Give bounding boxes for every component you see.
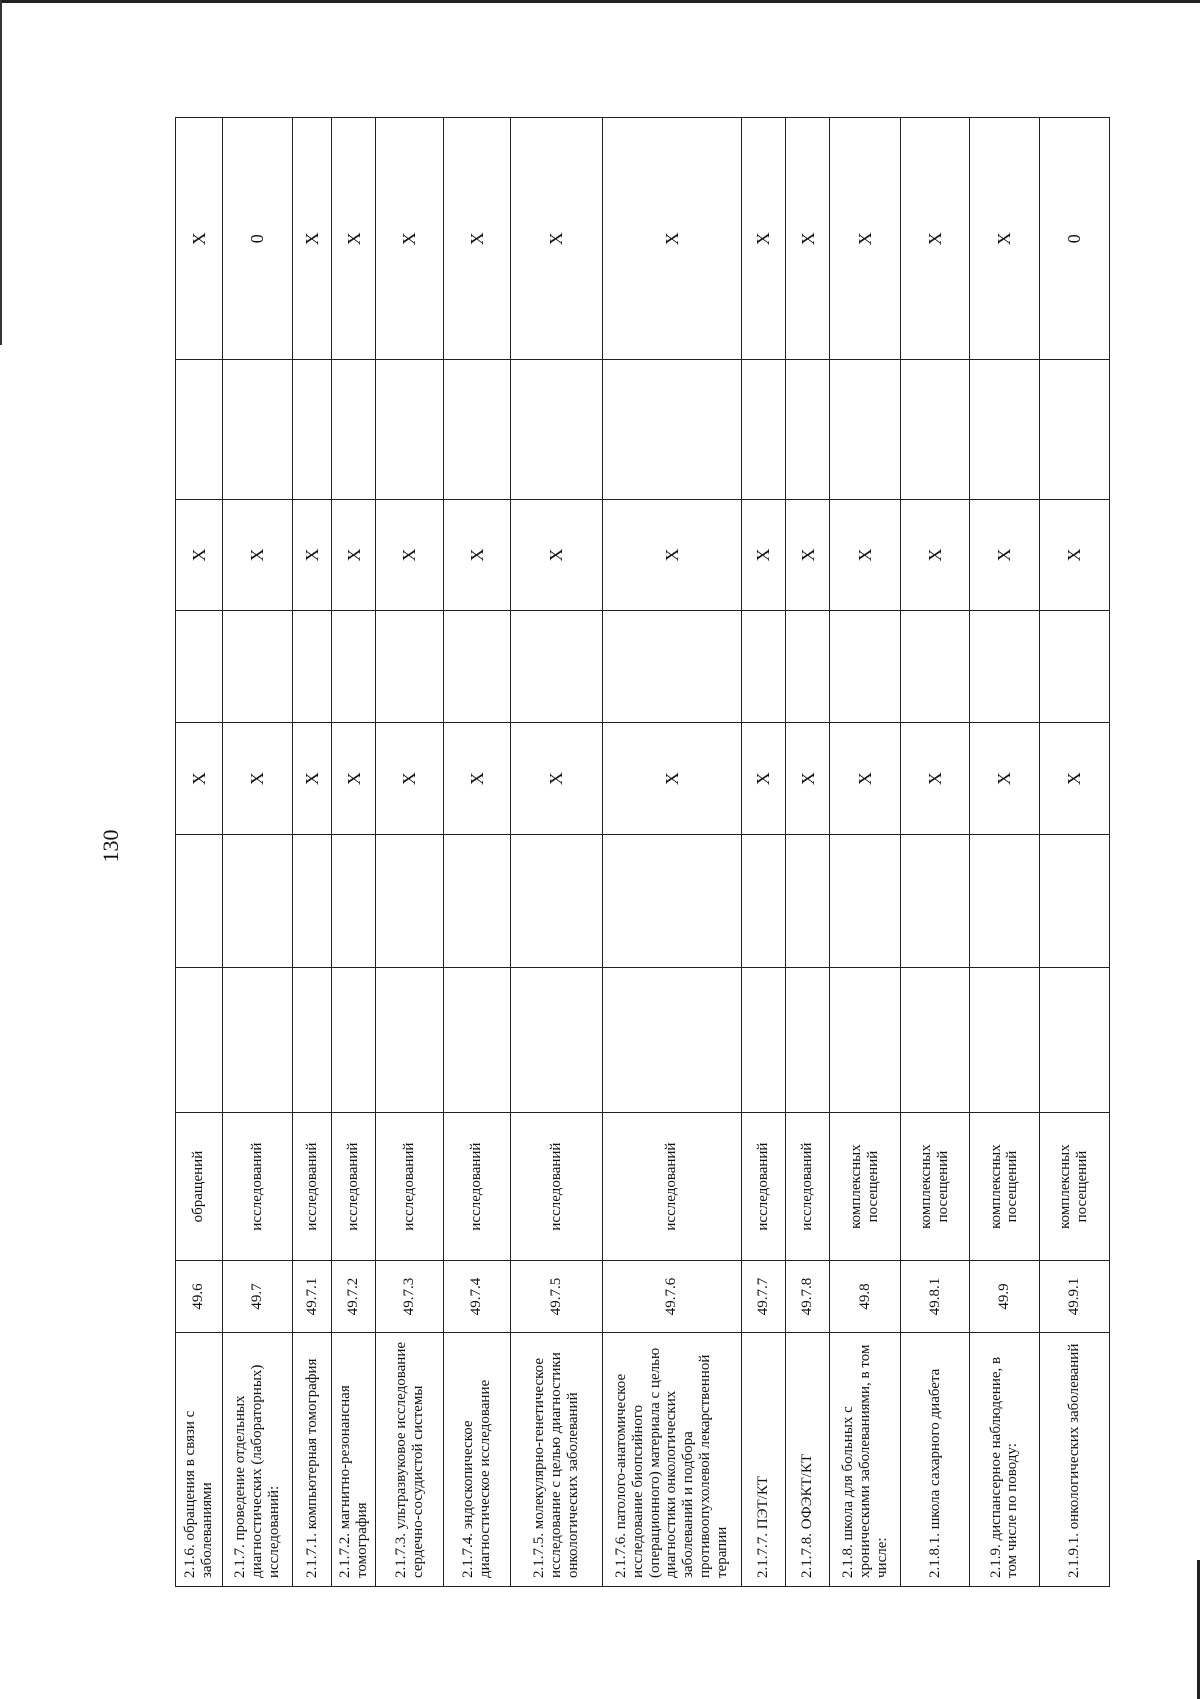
row-unit: комплексных посещений bbox=[1039, 1113, 1110, 1261]
row-unit: исследований bbox=[602, 1113, 741, 1261]
row-label: 2.1.7.4. эндоскопическое диагностическое исследование bbox=[443, 1332, 510, 1586]
row-unit: исследований bbox=[785, 1113, 829, 1261]
cell-c6: X bbox=[1039, 722, 1110, 835]
cell-c8: X bbox=[741, 499, 785, 611]
row-code: 49.7.4 bbox=[443, 1261, 510, 1333]
cell-c7 bbox=[376, 611, 443, 723]
cell-c7 bbox=[176, 611, 223, 723]
cell-c9 bbox=[332, 360, 376, 499]
cell-c6: X bbox=[602, 722, 741, 835]
cell-c7 bbox=[443, 611, 510, 723]
cell-c10: X bbox=[741, 118, 785, 360]
table-row bbox=[830, 118, 900, 1587]
cell-c9 bbox=[830, 360, 900, 499]
cell-c4 bbox=[510, 968, 602, 1113]
cell-c8: X bbox=[376, 499, 443, 611]
row-code: 49.7.2 bbox=[332, 1261, 376, 1333]
cell-c5 bbox=[510, 835, 602, 968]
cell-c4 bbox=[293, 968, 332, 1113]
cell-c5 bbox=[785, 835, 829, 968]
row-unit: исследований bbox=[376, 1113, 443, 1261]
row-code: 49.9 bbox=[970, 1261, 1039, 1333]
cell-c8: X bbox=[443, 499, 510, 611]
cell-c4 bbox=[1039, 968, 1110, 1113]
row-code: 49.6 bbox=[176, 1261, 223, 1333]
cell-c10: X bbox=[332, 118, 376, 360]
row-label: 2.1.7.6. патолого-анатомическое исследование биопсийного (операционного) материала с целью диагностики онкологических заболеваний и подбора противоопухолевой лекарственной терапии bbox=[602, 1332, 741, 1586]
row-code: 49.7 bbox=[222, 1261, 292, 1333]
cell-c6: X bbox=[741, 722, 785, 835]
row-code: 49.7.1 bbox=[293, 1261, 332, 1333]
cell-c8: X bbox=[1039, 499, 1110, 611]
row-unit: исследований bbox=[510, 1113, 602, 1261]
cell-c5 bbox=[741, 835, 785, 968]
cell-c5 bbox=[970, 835, 1039, 968]
table-row bbox=[1039, 118, 1110, 1587]
cell-c9 bbox=[293, 360, 332, 499]
row-label: 2.1.7.8. ОФЭКТ/КТ bbox=[785, 1332, 829, 1586]
row-label: 2.1.7.7. ПЭТ/КТ bbox=[741, 1332, 785, 1586]
cell-c8: X bbox=[970, 499, 1039, 611]
cell-c8: X bbox=[602, 499, 741, 611]
cell-c6: X bbox=[222, 722, 292, 835]
cell-c7 bbox=[830, 611, 900, 723]
cell-c6: X bbox=[510, 722, 602, 835]
cell-c10: X bbox=[970, 118, 1039, 360]
cell-c4 bbox=[830, 968, 900, 1113]
row-unit: комплексных посещений bbox=[830, 1113, 900, 1261]
row-label: 2.1.9.1. онкологических заболеваний bbox=[1039, 1332, 1110, 1586]
cell-c9 bbox=[602, 360, 741, 499]
cell-c7 bbox=[970, 611, 1039, 723]
table-row bbox=[443, 118, 510, 1587]
cell-c6: X bbox=[332, 722, 376, 835]
cell-c10: X bbox=[900, 118, 969, 360]
row-code: 49.7.3 bbox=[376, 1261, 443, 1333]
row-code: 49.7.7 bbox=[741, 1261, 785, 1333]
row-unit: исследований bbox=[222, 1113, 292, 1261]
cell-c7 bbox=[741, 611, 785, 723]
cell-c4 bbox=[785, 968, 829, 1113]
row-code: 49.7.8 bbox=[785, 1261, 829, 1333]
cell-c8: X bbox=[510, 499, 602, 611]
cell-c5 bbox=[1039, 835, 1110, 968]
cell-c5 bbox=[900, 835, 969, 968]
cell-c4 bbox=[970, 968, 1039, 1113]
cell-c9 bbox=[222, 360, 292, 499]
scan-edge-top bbox=[0, 0, 1200, 3]
row-label: 2.1.8. школа для больных с хроническими заболеваниями, в том числе: bbox=[830, 1332, 900, 1586]
table-row bbox=[900, 118, 969, 1587]
cell-c9 bbox=[376, 360, 443, 499]
cell-c7 bbox=[293, 611, 332, 723]
row-label: 2.1.8.1. школа сахарного диабета bbox=[900, 1332, 969, 1586]
table-row bbox=[332, 118, 376, 1587]
row-code: 49.7.6 bbox=[602, 1261, 741, 1333]
cell-c6: X bbox=[443, 722, 510, 835]
cell-c10: X bbox=[443, 118, 510, 360]
cell-c10: X bbox=[176, 118, 223, 360]
cell-c4 bbox=[443, 968, 510, 1113]
cell-c9 bbox=[176, 360, 223, 499]
table-row bbox=[293, 118, 332, 1587]
row-code: 49.8 bbox=[830, 1261, 900, 1333]
row-unit: обращений bbox=[176, 1113, 223, 1261]
row-unit: исследований bbox=[443, 1113, 510, 1261]
cell-c6: X bbox=[785, 722, 829, 835]
cell-c9 bbox=[741, 360, 785, 499]
row-unit: исследований bbox=[741, 1113, 785, 1261]
cell-c7 bbox=[510, 611, 602, 723]
cell-c4 bbox=[602, 968, 741, 1113]
cell-c4 bbox=[332, 968, 376, 1113]
cell-c8: X bbox=[900, 499, 969, 611]
cell-c10: X bbox=[293, 118, 332, 360]
row-label: 2.1.7.2. магнитно-резонансная томография bbox=[332, 1332, 376, 1586]
cell-c4 bbox=[222, 968, 292, 1113]
scan-edge-left bbox=[0, 0, 2, 345]
row-unit: исследований bbox=[332, 1113, 376, 1261]
page-number-text: 130 bbox=[98, 829, 123, 863]
cell-c10: X bbox=[785, 118, 829, 360]
row-unit: исследований bbox=[293, 1113, 332, 1261]
cell-c5 bbox=[443, 835, 510, 968]
cell-c10: X bbox=[376, 118, 443, 360]
cell-c10: X bbox=[602, 118, 741, 360]
cell-c8: X bbox=[785, 499, 829, 611]
cell-c7 bbox=[785, 611, 829, 723]
table-row bbox=[176, 118, 223, 1587]
cell-c7 bbox=[1039, 611, 1110, 723]
row-code: 49.7.5 bbox=[510, 1261, 602, 1333]
volume-table bbox=[175, 117, 1110, 1587]
cell-c6: X bbox=[970, 722, 1039, 835]
cell-c9 bbox=[510, 360, 602, 499]
table-row bbox=[510, 118, 602, 1587]
cell-c8: X bbox=[222, 499, 292, 611]
cell-c4 bbox=[900, 968, 969, 1113]
cell-c8: X bbox=[332, 499, 376, 611]
cell-c6: X bbox=[900, 722, 969, 835]
cell-c10: X bbox=[510, 118, 602, 360]
cell-c10: 0 bbox=[222, 118, 292, 360]
row-label: 2.1.9. диспансерное наблюдение, в том числе по поводу: bbox=[970, 1332, 1039, 1586]
cell-c7 bbox=[222, 611, 292, 723]
cell-c5 bbox=[602, 835, 741, 968]
cell-c10: X bbox=[830, 118, 900, 360]
cell-c10: 0 bbox=[1039, 118, 1110, 360]
cell-c5 bbox=[222, 835, 292, 968]
row-unit: комплексных посещений bbox=[900, 1113, 969, 1261]
table-row bbox=[785, 118, 829, 1587]
cell-c9 bbox=[900, 360, 969, 499]
cell-c9 bbox=[1039, 360, 1110, 499]
cell-c8: X bbox=[830, 499, 900, 611]
cell-c9 bbox=[785, 360, 829, 499]
cell-c9 bbox=[443, 360, 510, 499]
row-label: 2.1.7.5. молекулярно-генетическое исследование с целью диагностики онкологических заболеваний bbox=[510, 1332, 602, 1586]
cell-c6: X bbox=[830, 722, 900, 835]
table-row bbox=[222, 118, 292, 1587]
cell-c4 bbox=[376, 968, 443, 1113]
cell-c7 bbox=[900, 611, 969, 723]
table-row bbox=[741, 118, 785, 1587]
cell-c4 bbox=[741, 968, 785, 1113]
row-label: 2.1.7.3. ультразвуковое исследование сердечно-сосудистой системы bbox=[376, 1332, 443, 1586]
cell-c9 bbox=[970, 360, 1039, 499]
row-label: 2.1.6. обращения в связи с заболеваниями bbox=[176, 1332, 223, 1586]
cell-c6: X bbox=[176, 722, 223, 835]
row-code: 49.9.1 bbox=[1039, 1261, 1110, 1333]
cell-c6: X bbox=[293, 722, 332, 835]
row-code: 49.8.1 bbox=[900, 1261, 969, 1333]
row-label: 2.1.7.1. компьютерная томография bbox=[293, 1332, 332, 1586]
cell-c5 bbox=[830, 835, 900, 968]
cell-c7 bbox=[332, 611, 376, 723]
cell-c5 bbox=[176, 835, 223, 968]
cell-c5 bbox=[293, 835, 332, 968]
rotated-table-container bbox=[175, 117, 1110, 1587]
cell-c6: X bbox=[376, 722, 443, 835]
cell-c8: X bbox=[293, 499, 332, 611]
cell-c8: X bbox=[176, 499, 223, 611]
table-row bbox=[602, 118, 741, 1587]
cell-c5 bbox=[376, 835, 443, 968]
row-unit: комплексных посещений bbox=[970, 1113, 1039, 1261]
cell-c7 bbox=[602, 611, 741, 723]
cell-c4 bbox=[176, 968, 223, 1113]
row-label: 2.1.7. проведение отдельных диагностических (лабораторных) исследований: bbox=[222, 1332, 292, 1586]
table-row bbox=[376, 118, 443, 1587]
cell-c5 bbox=[332, 835, 376, 968]
table-row bbox=[970, 118, 1039, 1587]
